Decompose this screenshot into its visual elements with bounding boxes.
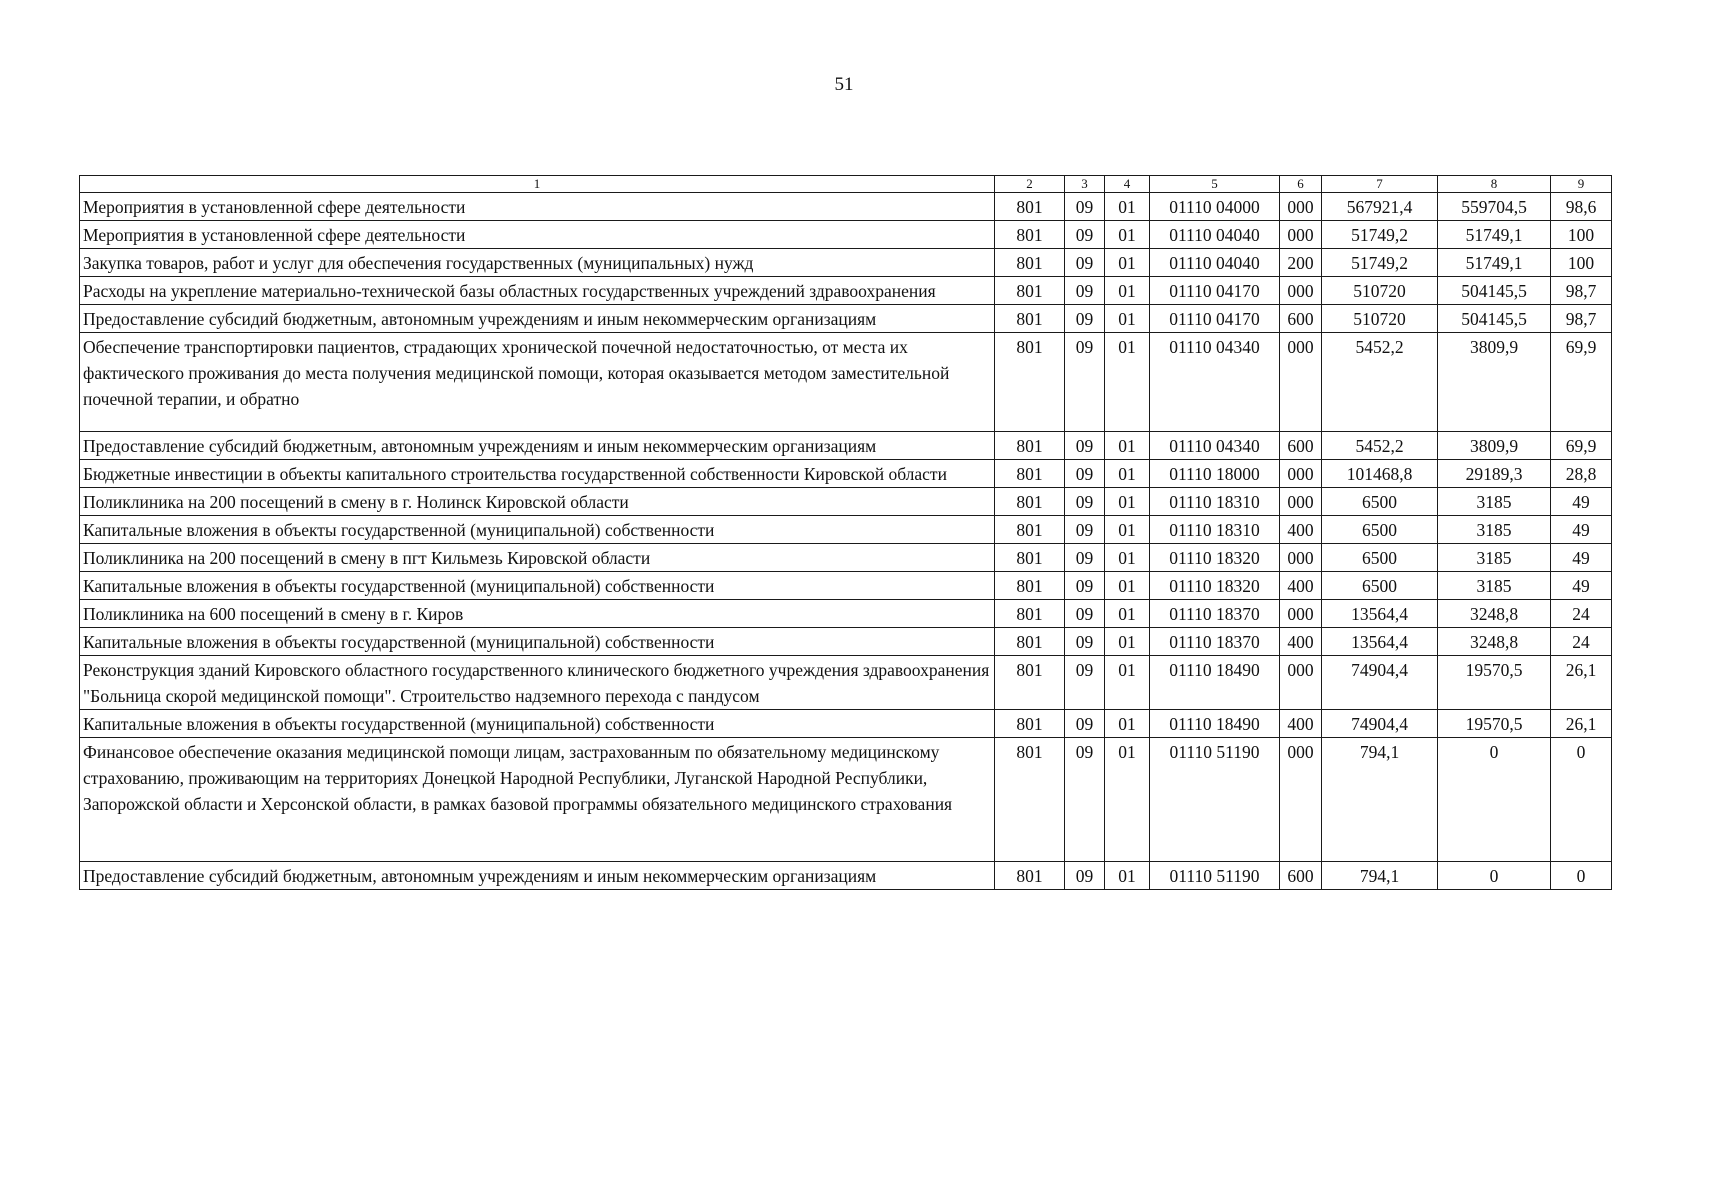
executed-amount-cell: 3248,8 — [1438, 628, 1551, 656]
executed-amount-cell: 3809,9 — [1438, 333, 1551, 432]
header-cell: 7 — [1322, 176, 1438, 193]
page-number: 51 — [834, 74, 854, 95]
header-row — [80, 176, 1612, 193]
target-article-cell: 01110 18370 — [1150, 600, 1280, 628]
admin-code-cell: 801 — [995, 738, 1065, 862]
section-cell: 09 — [1065, 544, 1105, 572]
expense-type-cell: 600 — [1280, 305, 1322, 333]
percent-cell: 24 — [1551, 628, 1612, 656]
row-name-cell: Закупка товаров, работ и услуг для обеспечения государственных (муниципальных) нужд — [80, 249, 995, 277]
planned-amount-cell: 101468,8 — [1322, 460, 1438, 488]
table-row — [80, 544, 1612, 572]
table-row — [80, 488, 1612, 516]
executed-amount-cell: 3185 — [1438, 488, 1551, 516]
expense-type-cell: 000 — [1280, 656, 1322, 710]
admin-code-cell: 801 — [995, 193, 1065, 221]
target-article-cell: 01110 18320 — [1150, 544, 1280, 572]
subsection-cell: 01 — [1105, 460, 1150, 488]
admin-code-cell: 801 — [995, 862, 1065, 890]
admin-code-cell: 801 — [995, 628, 1065, 656]
subsection-cell: 01 — [1105, 432, 1150, 460]
row-name-cell: Обеспечение транспортировки пациентов, страдающих хронической почечной недостаточностью, от места их фактического проживания до места получения медицинской помощи, которая оказывается методом заместительной почечной терапии, и обратно — [80, 333, 995, 432]
executed-amount-cell: 3248,8 — [1438, 600, 1551, 628]
executed-amount-cell: 3185 — [1438, 544, 1551, 572]
section-cell: 09 — [1065, 488, 1105, 516]
section-cell: 09 — [1065, 249, 1105, 277]
section-cell: 09 — [1065, 516, 1105, 544]
executed-amount-cell: 19570,5 — [1438, 656, 1551, 710]
row-name-cell: Поликлиника на 200 посещений в смену в г. Нолинск Кировской области — [80, 488, 995, 516]
subsection-cell: 01 — [1105, 628, 1150, 656]
percent-cell: 0 — [1551, 862, 1612, 890]
section-cell: 09 — [1065, 738, 1105, 862]
row-name-cell: Предоставление субсидий бюджетным, автономным учреждениям и иным некоммерческим организациям — [80, 305, 995, 333]
executed-amount-cell: 504145,5 — [1438, 277, 1551, 305]
admin-code-cell: 801 — [995, 277, 1065, 305]
target-article-cell: 01110 51190 — [1150, 862, 1280, 890]
subsection-cell: 01 — [1105, 738, 1150, 862]
table-row — [80, 516, 1612, 544]
target-article-cell: 01110 04340 — [1150, 333, 1280, 432]
subsection-cell: 01 — [1105, 862, 1150, 890]
subsection-cell: 01 — [1105, 221, 1150, 249]
planned-amount-cell: 6500 — [1322, 516, 1438, 544]
row-name-cell: Капитальные вложения в объекты государственной (муниципальной) собственности — [80, 572, 995, 600]
section-cell: 09 — [1065, 862, 1105, 890]
header-cell: 3 — [1065, 176, 1105, 193]
planned-amount-cell: 510720 — [1322, 305, 1438, 333]
section-cell: 09 — [1065, 221, 1105, 249]
planned-amount-cell: 6500 — [1322, 544, 1438, 572]
section-cell: 09 — [1065, 460, 1105, 488]
target-article-cell: 01110 04040 — [1150, 249, 1280, 277]
table-row — [80, 221, 1612, 249]
section-cell: 09 — [1065, 628, 1105, 656]
target-article-cell: 01110 04040 — [1150, 221, 1280, 249]
admin-code-cell: 801 — [995, 572, 1065, 600]
row-name-cell: Капитальные вложения в объекты государственной (муниципальной) собственности — [80, 628, 995, 656]
table-row — [80, 710, 1612, 738]
table-row — [80, 277, 1612, 305]
expense-type-cell: 400 — [1280, 516, 1322, 544]
subsection-cell: 01 — [1105, 572, 1150, 600]
table-row — [80, 600, 1612, 628]
subsection-cell: 01 — [1105, 333, 1150, 432]
target-article-cell: 01110 18490 — [1150, 710, 1280, 738]
header-cell: 9 — [1551, 176, 1612, 193]
subsection-cell: 01 — [1105, 600, 1150, 628]
table-row — [80, 628, 1612, 656]
admin-code-cell: 801 — [995, 305, 1065, 333]
percent-cell: 98,6 — [1551, 193, 1612, 221]
header-cell: 2 — [995, 176, 1065, 193]
expense-type-cell: 200 — [1280, 249, 1322, 277]
planned-amount-cell: 13564,4 — [1322, 600, 1438, 628]
row-name-cell: Предоставление субсидий бюджетным, автономным учреждениям и иным некоммерческим организациям — [80, 862, 995, 890]
subsection-cell: 01 — [1105, 305, 1150, 333]
target-article-cell: 01110 18490 — [1150, 656, 1280, 710]
target-article-cell: 01110 18310 — [1150, 488, 1280, 516]
expense-type-cell: 000 — [1280, 333, 1322, 432]
expense-type-cell: 000 — [1280, 460, 1322, 488]
executed-amount-cell: 29189,3 — [1438, 460, 1551, 488]
expense-type-cell: 000 — [1280, 277, 1322, 305]
planned-amount-cell: 13564,4 — [1322, 628, 1438, 656]
planned-amount-cell: 794,1 — [1322, 738, 1438, 862]
admin-code-cell: 801 — [995, 710, 1065, 738]
admin-code-cell: 801 — [995, 249, 1065, 277]
admin-code-cell: 801 — [995, 460, 1065, 488]
table-row — [80, 249, 1612, 277]
expense-type-cell: 000 — [1280, 544, 1322, 572]
table-row — [80, 333, 1612, 432]
percent-cell: 49 — [1551, 572, 1612, 600]
percent-cell: 49 — [1551, 488, 1612, 516]
expense-type-cell: 400 — [1280, 710, 1322, 738]
percent-cell: 98,7 — [1551, 305, 1612, 333]
planned-amount-cell: 567921,4 — [1322, 193, 1438, 221]
percent-cell: 69,9 — [1551, 432, 1612, 460]
target-article-cell: 01110 51190 — [1150, 738, 1280, 862]
admin-code-cell: 801 — [995, 544, 1065, 572]
executed-amount-cell: 3185 — [1438, 572, 1551, 600]
header-cell: 5 — [1150, 176, 1280, 193]
row-name-cell: Расходы на укрепление материально-технической базы областных государственных учреждений здравоохранения — [80, 277, 995, 305]
percent-cell: 49 — [1551, 544, 1612, 572]
executed-amount-cell: 504145,5 — [1438, 305, 1551, 333]
table-row — [80, 432, 1612, 460]
planned-amount-cell: 51749,2 — [1322, 249, 1438, 277]
expense-type-cell: 400 — [1280, 572, 1322, 600]
admin-code-cell: 801 — [995, 656, 1065, 710]
planned-amount-cell: 794,1 — [1322, 862, 1438, 890]
subsection-cell: 01 — [1105, 544, 1150, 572]
section-cell: 09 — [1065, 572, 1105, 600]
percent-cell: 28,8 — [1551, 460, 1612, 488]
expense-type-cell: 000 — [1280, 488, 1322, 516]
target-article-cell: 01110 18310 — [1150, 516, 1280, 544]
expense-type-cell: 000 — [1280, 221, 1322, 249]
planned-amount-cell: 5452,2 — [1322, 333, 1438, 432]
admin-code-cell: 801 — [995, 600, 1065, 628]
planned-amount-cell: 510720 — [1322, 277, 1438, 305]
target-article-cell: 01110 18000 — [1150, 460, 1280, 488]
subsection-cell: 01 — [1105, 249, 1150, 277]
percent-cell: 100 — [1551, 221, 1612, 249]
row-name-cell: Финансовое обеспечение оказания медицинской помощи лицам, застрахованным по обязательному медицинскому страхованию, проживающим на территориях Донецкой Народной Республики, Луганской Народной Республики, Запорожской области и Херсонской области, в рамках базовой программы обязательного медицинского страхования — [80, 738, 995, 862]
row-name-cell: Капитальные вложения в объекты государственной (муниципальной) собственности — [80, 516, 995, 544]
row-name-cell: Капитальные вложения в объекты государственной (муниципальной) собственности — [80, 710, 995, 738]
subsection-cell: 01 — [1105, 488, 1150, 516]
target-article-cell: 01110 04170 — [1150, 277, 1280, 305]
admin-code-cell: 801 — [995, 432, 1065, 460]
planned-amount-cell: 74904,4 — [1322, 656, 1438, 710]
table-row — [80, 862, 1612, 890]
table-row — [80, 656, 1612, 710]
row-name-cell: Поликлиника на 200 посещений в смену в пгт Кильмезь Кировской области — [80, 544, 995, 572]
subsection-cell: 01 — [1105, 193, 1150, 221]
section-cell: 09 — [1065, 305, 1105, 333]
expense-type-cell: 600 — [1280, 432, 1322, 460]
target-article-cell: 01110 04000 — [1150, 193, 1280, 221]
row-name-cell: Реконструкция зданий Кировского областного государственного клинического бюджетного учреждения здравоохранения "Больница скорой медицинской помощи". Строительство надземного перехода с пандусом — [80, 656, 995, 710]
expense-type-cell: 000 — [1280, 193, 1322, 221]
percent-cell: 100 — [1551, 249, 1612, 277]
section-cell: 09 — [1065, 600, 1105, 628]
executed-amount-cell: 19570,5 — [1438, 710, 1551, 738]
admin-code-cell: 801 — [995, 333, 1065, 432]
section-cell: 09 — [1065, 193, 1105, 221]
planned-amount-cell: 74904,4 — [1322, 710, 1438, 738]
executed-amount-cell: 559704,5 — [1438, 193, 1551, 221]
budget-table — [79, 175, 1612, 890]
expense-type-cell: 600 — [1280, 862, 1322, 890]
percent-cell: 24 — [1551, 600, 1612, 628]
planned-amount-cell: 5452,2 — [1322, 432, 1438, 460]
subsection-cell: 01 — [1105, 277, 1150, 305]
row-name-cell: Бюджетные инвестиции в объекты капитального строительства государственной собственности Кировской области — [80, 460, 995, 488]
subsection-cell: 01 — [1105, 516, 1150, 544]
header-cell: 6 — [1280, 176, 1322, 193]
expense-type-cell: 000 — [1280, 738, 1322, 862]
admin-code-cell: 801 — [995, 221, 1065, 249]
table-row — [80, 193, 1612, 221]
table-row — [80, 460, 1612, 488]
expense-type-cell: 400 — [1280, 628, 1322, 656]
planned-amount-cell: 51749,2 — [1322, 221, 1438, 249]
target-article-cell: 01110 18320 — [1150, 572, 1280, 600]
planned-amount-cell: 6500 — [1322, 572, 1438, 600]
section-cell: 09 — [1065, 656, 1105, 710]
header-cell: 1 — [80, 176, 995, 193]
planned-amount-cell: 6500 — [1322, 488, 1438, 516]
header-cell: 8 — [1438, 176, 1551, 193]
row-name-cell: Поликлиника на 600 посещений в смену в г. Киров — [80, 600, 995, 628]
admin-code-cell: 801 — [995, 488, 1065, 516]
subsection-cell: 01 — [1105, 710, 1150, 738]
table-row — [80, 305, 1612, 333]
row-name-cell: Мероприятия в установленной сфере деятельности — [80, 193, 995, 221]
executed-amount-cell: 51749,1 — [1438, 249, 1551, 277]
target-article-cell: 01110 18370 — [1150, 628, 1280, 656]
executed-amount-cell: 3185 — [1438, 516, 1551, 544]
executed-amount-cell: 51749,1 — [1438, 221, 1551, 249]
section-cell: 09 — [1065, 333, 1105, 432]
percent-cell: 0 — [1551, 738, 1612, 862]
section-cell: 09 — [1065, 432, 1105, 460]
percent-cell: 26,1 — [1551, 710, 1612, 738]
section-cell: 09 — [1065, 277, 1105, 305]
section-cell: 09 — [1065, 710, 1105, 738]
percent-cell: 49 — [1551, 516, 1612, 544]
table-row — [80, 572, 1612, 600]
percent-cell: 26,1 — [1551, 656, 1612, 710]
executed-amount-cell: 3809,9 — [1438, 432, 1551, 460]
admin-code-cell: 801 — [995, 516, 1065, 544]
row-name-cell: Предоставление субсидий бюджетным, автономным учреждениям и иным некоммерческим организациям — [80, 432, 995, 460]
table-row — [80, 738, 1612, 862]
executed-amount-cell: 0 — [1438, 862, 1551, 890]
target-article-cell: 01110 04170 — [1150, 305, 1280, 333]
subsection-cell: 01 — [1105, 656, 1150, 710]
percent-cell: 69,9 — [1551, 333, 1612, 432]
executed-amount-cell: 0 — [1438, 738, 1551, 862]
percent-cell: 98,7 — [1551, 277, 1612, 305]
expense-type-cell: 000 — [1280, 600, 1322, 628]
header-cell: 4 — [1105, 176, 1150, 193]
row-name-cell: Мероприятия в установленной сфере деятельности — [80, 221, 995, 249]
target-article-cell: 01110 04340 — [1150, 432, 1280, 460]
